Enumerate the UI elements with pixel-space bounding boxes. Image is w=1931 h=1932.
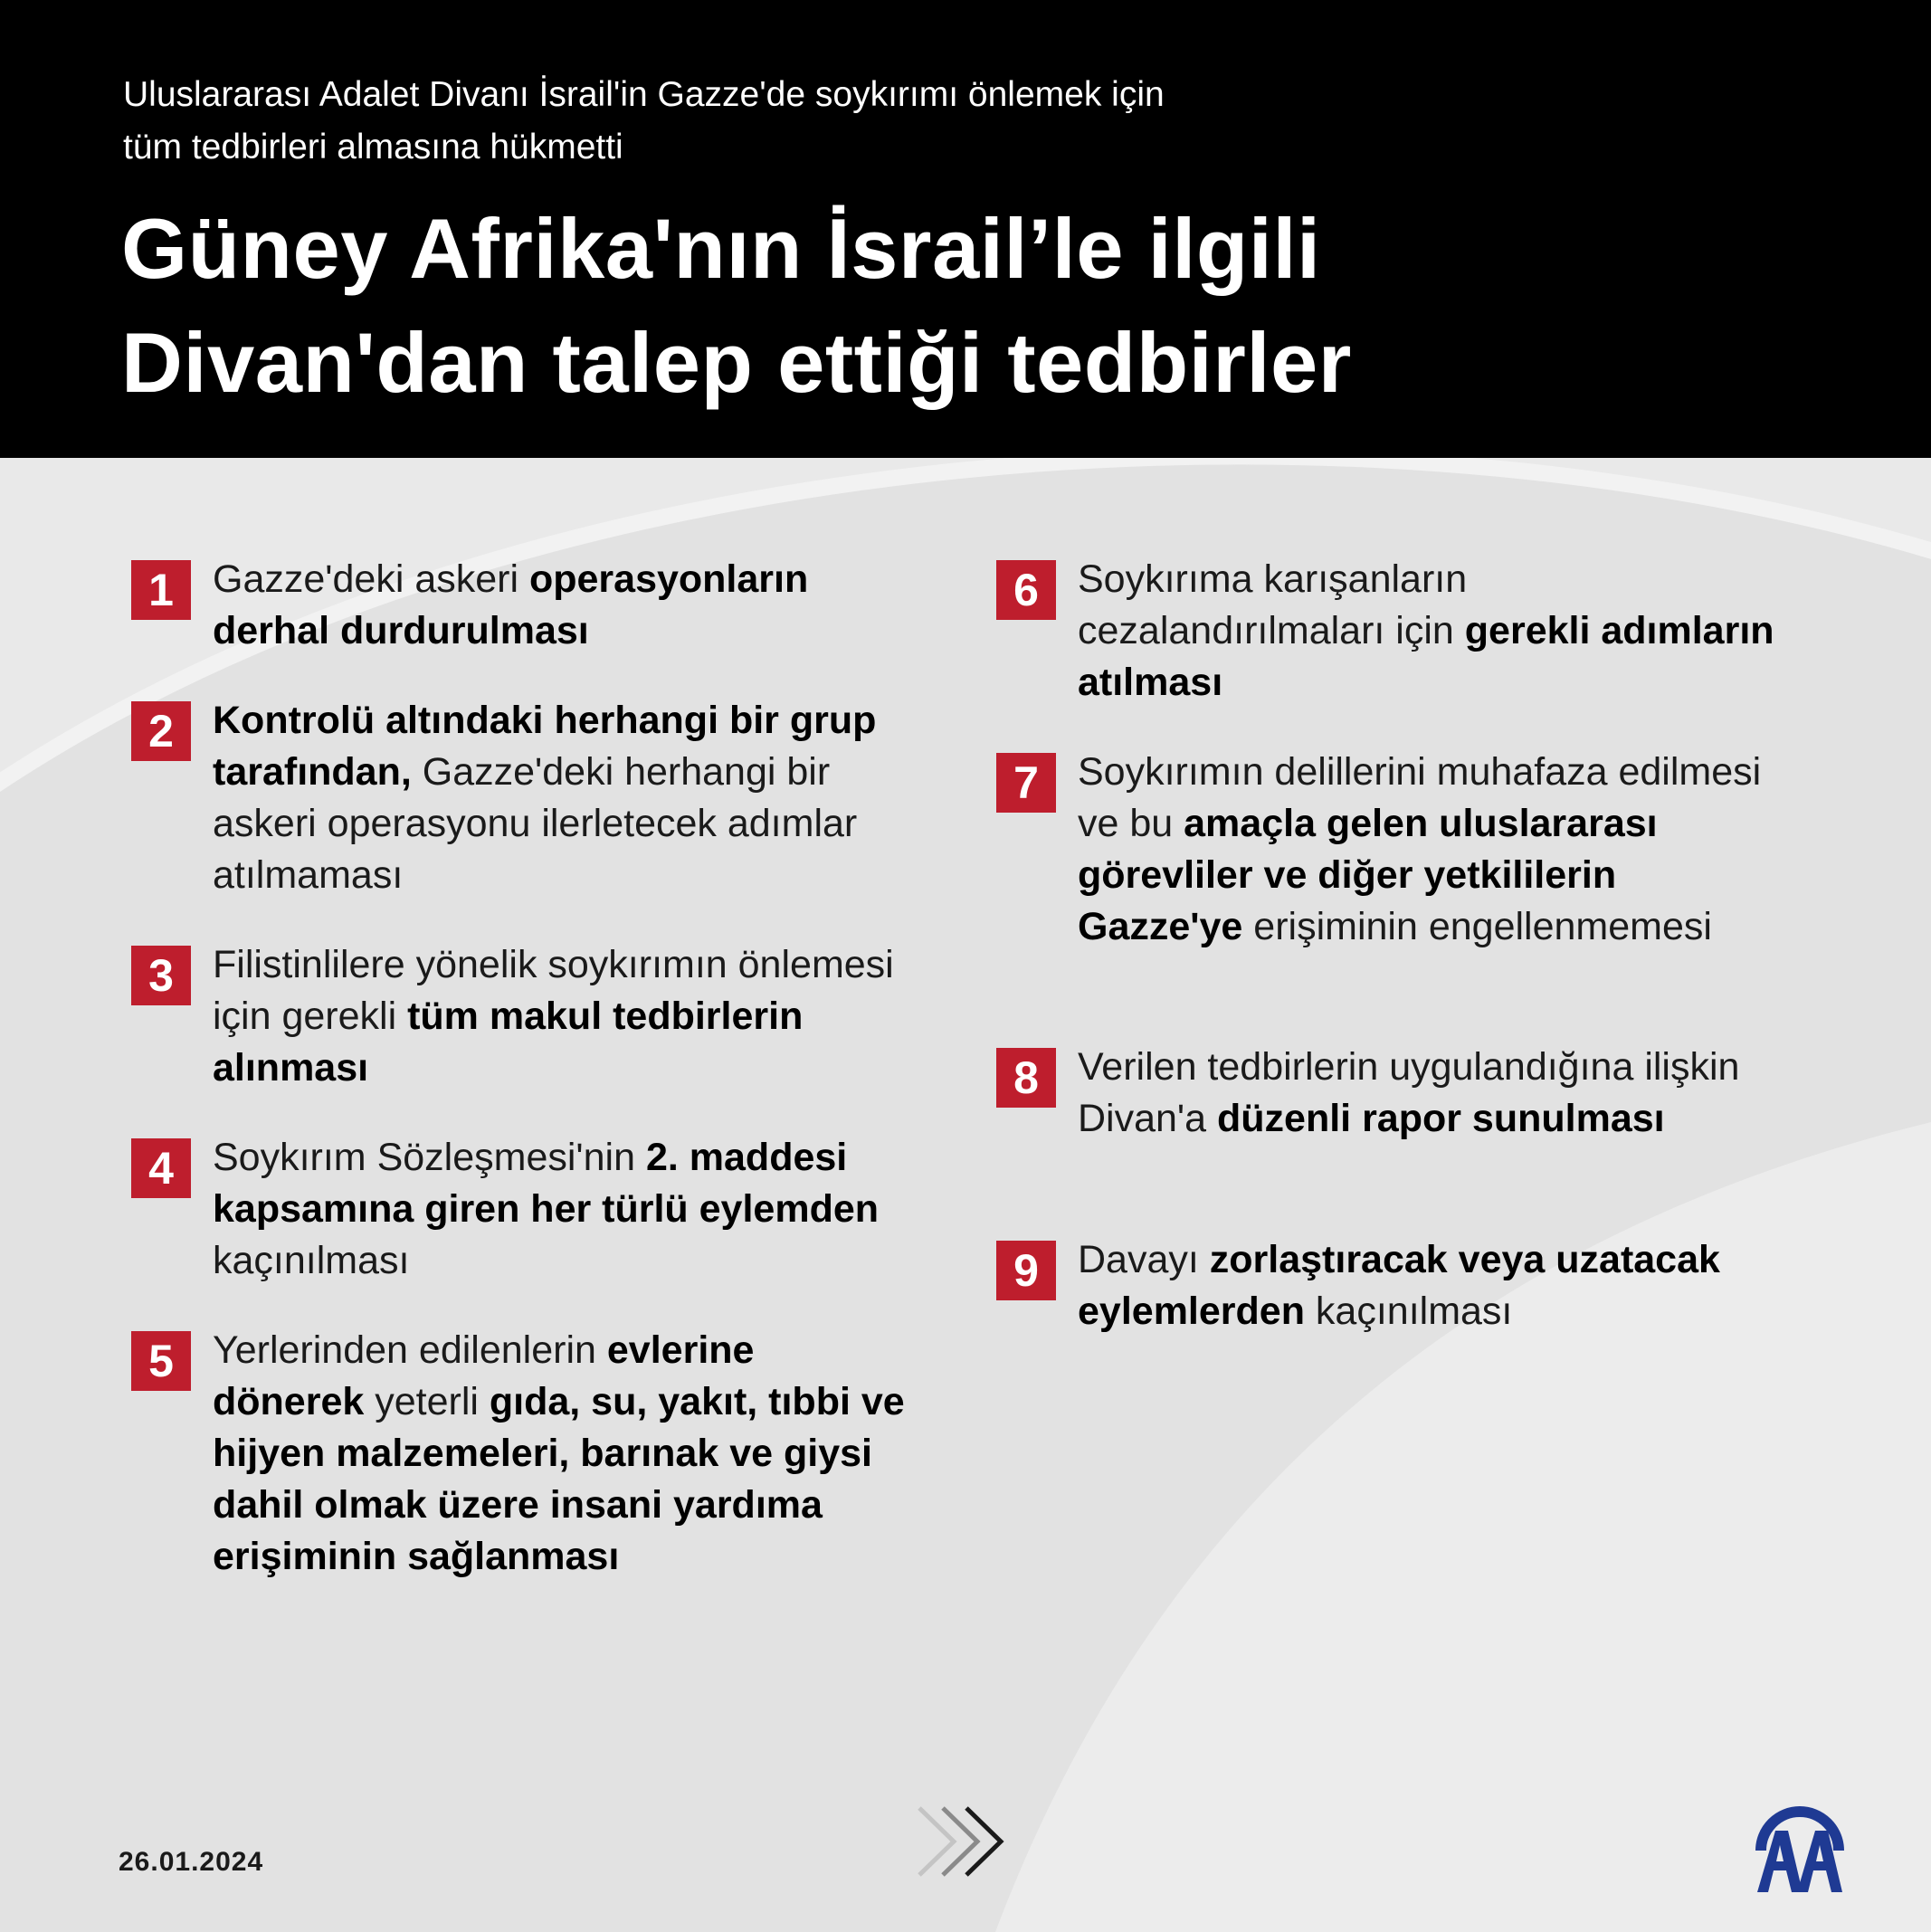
item-text — [213, 1132, 909, 1287]
item-text-part: Verilen tedbirlerin uygulandığına ilişkin Divan'a — [1078, 1045, 1740, 1140]
title-line-2: Divan'dan talep ettiği tedbirler — [121, 315, 1352, 410]
list-item — [131, 554, 909, 657]
header-banner — [0, 0, 1931, 458]
item-text — [213, 695, 909, 901]
item-text-part-bold: tüm makul tedbirlerin alınması — [213, 995, 804, 1090]
kicker-text — [123, 69, 1480, 174]
page-title — [121, 192, 1841, 420]
list-item — [131, 1325, 909, 1583]
item-text — [213, 554, 909, 657]
item-text-part: Filistinlilere yönelik soykırımın önlemesi için gerekli — [213, 943, 894, 1038]
item-text-part: kaçınılması — [213, 1239, 410, 1282]
item-text-part: Soykırımın delillerini muhafaza edilmesi ve bu — [1078, 750, 1762, 845]
list-item — [996, 1042, 1774, 1145]
publish-date: 26.01.2024 — [119, 1847, 264, 1877]
title-line-1: Güney Afrika'nın İsrail’le ilgili — [121, 201, 1321, 296]
list-item — [996, 554, 1774, 709]
item-text-part: yeterli — [364, 1380, 490, 1423]
list-item — [131, 939, 909, 1094]
item-text-part-bold: zorlaştıracak veya uzatacak eylemlerden — [1078, 1238, 1720, 1333]
item-text — [1078, 747, 1774, 953]
item-text — [1078, 1042, 1774, 1145]
item-text-part: kaçınılması — [1304, 1290, 1513, 1333]
item-number-badge: 8 — [996, 1048, 1056, 1108]
item-text-part-bold: gıda, su, yakıt, tıbbi ve hijyen malzemeleri, barınak ve giysi dahil olmak üzere insani yardıma erişiminin sağlanması — [213, 1380, 905, 1578]
list-item — [131, 1132, 909, 1287]
item-number-badge: 9 — [996, 1241, 1056, 1300]
item-text — [1078, 554, 1774, 709]
item-text — [213, 1325, 909, 1583]
kicker-line-2: tüm tedbirleri almasına hükmetti — [123, 128, 623, 167]
item-text-part: Davayı — [1078, 1238, 1210, 1281]
item-text-part: Soykırıma karışanların cezalandırılmaları için — [1078, 557, 1468, 652]
item-number-badge: 7 — [996, 753, 1056, 813]
list-item — [996, 747, 1774, 953]
item-text-part-bold: düzenli rapor sunulması — [1217, 1097, 1665, 1140]
item-text-part: erişiminin engellenmemesi — [1242, 905, 1712, 948]
item-text-part: Gazze'deki askeri — [213, 557, 529, 601]
item-text-part: Gazze'deki herhangi bir askeri operasyonu ilerletecek adımlar atılmaması — [213, 750, 858, 897]
item-text-part-bold: 2. maddesi kapsamına giren her türlü eylemden — [213, 1136, 880, 1231]
item-text-part: Soykırım Sözleşmesi'nin — [213, 1136, 646, 1179]
kicker-line-1: Uluslararası Adalet Divanı İsrail'in Gazze'de soykırımı önlemek için — [123, 75, 1165, 114]
item-text-part-bold: gerekli adımların atılması — [1078, 609, 1774, 704]
item-text-part-bold: Kontrolü altındaki herhangi bir grup tarafından, — [213, 699, 877, 794]
item-number-badge: 1 — [131, 560, 191, 620]
aa-logo-icon — [1750, 1794, 1850, 1894]
chevron-right-icon — [910, 1801, 1028, 1882]
item-text — [213, 939, 909, 1094]
item-text — [1078, 1234, 1774, 1337]
list-item — [131, 695, 909, 901]
item-text-part-bold: operasyonların derhal durdurulması — [213, 557, 809, 652]
item-number-badge: 3 — [131, 946, 191, 1005]
item-text-part: Yerlerinden edilenlerin — [213, 1328, 607, 1372]
item-number-badge: 5 — [131, 1331, 191, 1391]
item-number-badge: 6 — [996, 560, 1056, 620]
list-item — [996, 1234, 1774, 1337]
item-text-part-bold: evlerine dönerek — [213, 1328, 755, 1423]
item-number-badge: 2 — [131, 701, 191, 761]
item-number-badge: 4 — [131, 1138, 191, 1198]
item-text-part-bold: amaçla gelen uluslararası görevliler ve diğer yetkililerin Gazze'ye — [1078, 802, 1658, 948]
